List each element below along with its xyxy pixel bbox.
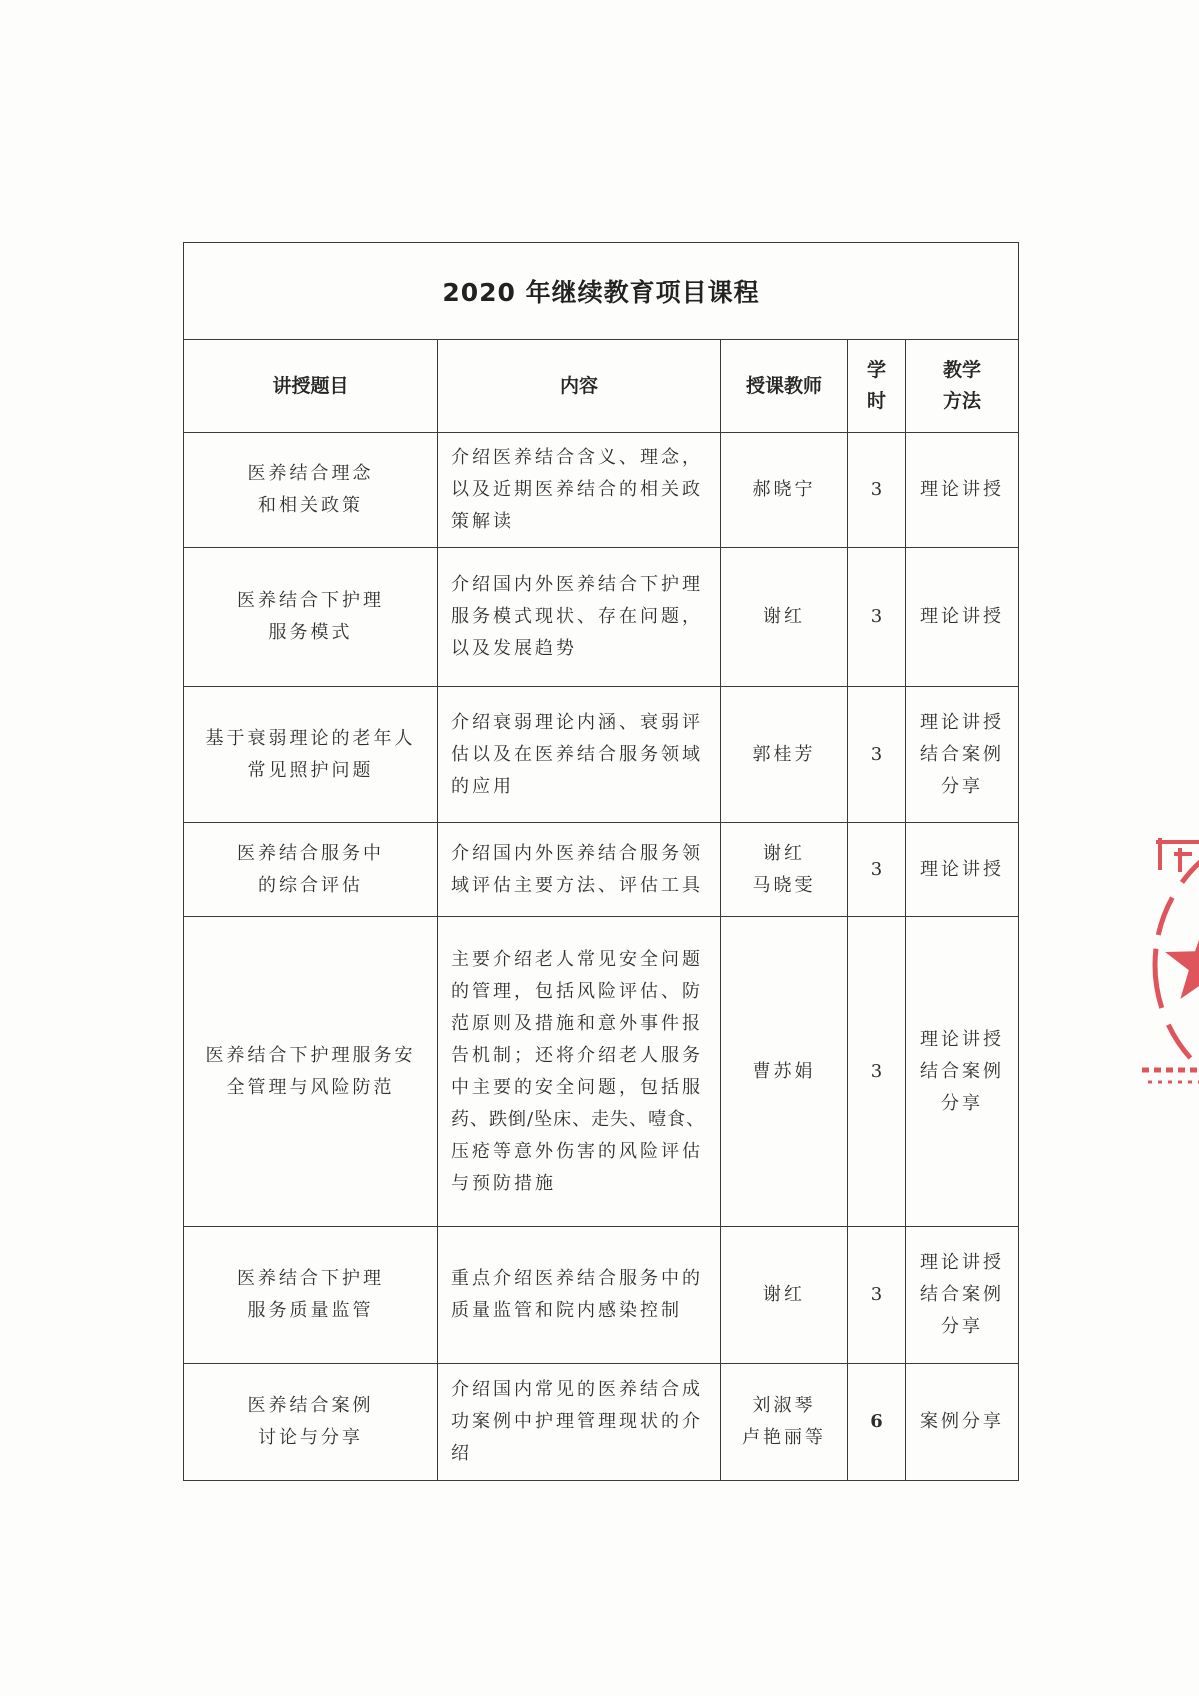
content-line: 介绍衰弱理论内涵、衰弱评 <box>451 711 703 733</box>
hours-line: 3 <box>870 1060 883 1082</box>
content-line: 以及近期医养结合的相关政 <box>451 479 703 500</box>
teacher-line: 郝晓宁 <box>752 479 816 500</box>
topic-line: 讨论与分享 <box>258 1427 363 1448</box>
method-cell <box>906 433 1019 548</box>
header-teacher-label: 授课教师 <box>745 374 822 397</box>
content-line: 与预防措施 <box>451 1172 556 1194</box>
method-line: 理论讲授 <box>920 711 1005 733</box>
teacher-line: 曹苏娟 <box>752 1060 816 1082</box>
method-cell <box>906 917 1019 1227</box>
method-line: 结合案例 <box>920 1284 1005 1305</box>
topic-line: 全管理与风险防范 <box>226 1076 395 1098</box>
teacher-cell <box>721 548 848 687</box>
header-method-line: 教学 <box>943 359 982 381</box>
topic-line: 服务质量监管 <box>247 1300 374 1321</box>
header-content <box>438 340 721 433</box>
teacher-line: 马晓雯 <box>752 874 816 896</box>
content-cell <box>438 433 721 548</box>
teacher-cell <box>721 1364 848 1481</box>
content-line: 服务模式现状、存在问题， <box>451 606 703 627</box>
header-hours-line: 学 <box>866 359 886 381</box>
course-row <box>184 917 1019 1227</box>
hours-cell <box>848 433 906 548</box>
hours-line: 3 <box>870 1284 883 1305</box>
header-topic <box>184 340 438 433</box>
teacher-line: 刘淑琴 <box>752 1395 816 1416</box>
method-line: 理论讲授 <box>920 1252 1005 1273</box>
hours-cell <box>848 1364 906 1481</box>
official-seal-stamp <box>1130 820 1199 1110</box>
header-hours-line: 时 <box>866 390 886 412</box>
topic-line: 医养结合下护理 <box>237 1268 384 1289</box>
content-line: 功案例中护理管理现状的介 <box>451 1411 703 1432</box>
content-line: 以及发展趋势 <box>451 638 577 659</box>
topic-line: 医养结合下护理服务安 <box>205 1044 416 1066</box>
header-content-label: 内容 <box>559 374 598 397</box>
teacher-line: 谢红 <box>763 842 805 864</box>
teacher-cell <box>721 433 848 548</box>
method-line: 结合案例 <box>920 743 1005 765</box>
hours-cell <box>848 548 906 687</box>
method-cell <box>906 1364 1019 1481</box>
topic-line: 基于衰弱理论的老年人 <box>205 727 416 749</box>
content-line: 介绍国内外医养结合下护理 <box>451 574 703 595</box>
table-title-row <box>184 243 1019 340</box>
content-line: 告机制；还将介绍老人服务 <box>451 1044 703 1066</box>
table-title: 2020 年继续教育项目课程 <box>184 243 1019 340</box>
teacher-line: 郭桂芳 <box>752 743 816 765</box>
method-cell <box>906 1227 1019 1364</box>
content-line: 域评估主要方法、评估工具 <box>451 874 703 896</box>
method-line: 结合案例 <box>920 1060 1005 1082</box>
content-line: 重点介绍医养结合服务中的 <box>451 1268 703 1289</box>
content-cell <box>438 548 721 687</box>
topic-cell <box>184 1227 438 1364</box>
content-line: 范原则及措施和意外事件报 <box>451 1012 703 1034</box>
content-line: 绍 <box>451 1443 472 1464</box>
content-line: 主要介绍老人常见安全问题 <box>451 948 703 970</box>
course-row <box>184 433 1019 548</box>
header-topic-label: 讲授题目 <box>272 374 349 397</box>
content-line: 介绍国内外医养结合服务领 <box>451 842 703 864</box>
method-line: 案例分享 <box>920 1411 1005 1432</box>
content-cell <box>438 687 721 823</box>
topic-line: 服务模式 <box>268 622 353 643</box>
method-line: 理论讲授 <box>920 1028 1005 1050</box>
topic-line: 医养结合下护理 <box>237 590 384 611</box>
method-cell <box>906 687 1019 823</box>
teacher-cell <box>721 917 848 1227</box>
topic-line: 医养结合服务中 <box>237 842 384 864</box>
method-line: 理论讲授 <box>920 858 1005 880</box>
method-line: 分享 <box>941 1316 984 1337</box>
topic-line: 的综合评估 <box>258 874 363 896</box>
seal-graphic <box>1142 825 1199 1105</box>
hours-cell <box>848 823 906 917</box>
method-line: 理论讲授 <box>920 479 1005 500</box>
content-line: 质量监管和院内感染控制 <box>451 1300 682 1321</box>
topic-cell <box>184 433 438 548</box>
content-line: 介绍医养结合含义、理念， <box>451 447 703 468</box>
content-cell <box>438 1364 721 1481</box>
teacher-cell <box>721 687 848 823</box>
hours-cell <box>848 917 906 1227</box>
header-method-line: 方法 <box>943 390 982 412</box>
content-line: 的应用 <box>451 775 514 797</box>
hours-cell <box>848 687 906 823</box>
content-line: 中主要的安全问题，包括服 <box>451 1076 703 1098</box>
content-line: 估以及在医养结合服务领域 <box>451 743 703 765</box>
topic-cell <box>184 1364 438 1481</box>
topic-line: 和相关政策 <box>258 495 363 516</box>
content-line: 药、跌倒/坠床、走失、噎食、 <box>451 1108 706 1130</box>
teacher-line: 谢红 <box>763 606 805 627</box>
content-cell <box>438 823 721 917</box>
method-cell <box>906 823 1019 917</box>
course-table-body <box>184 433 1019 1481</box>
course-row <box>184 1227 1019 1364</box>
topic-line: 常见照护问题 <box>247 759 374 781</box>
course-table <box>183 242 1019 1481</box>
content-cell <box>438 1227 721 1364</box>
hours-line: 3 <box>870 606 883 627</box>
content-line: 的管理，包括风险评估、防 <box>451 980 703 1002</box>
teacher-cell <box>721 1227 848 1364</box>
header-method <box>906 340 1019 433</box>
hours-line: 3 <box>870 479 883 500</box>
topic-cell <box>184 687 438 823</box>
topic-cell <box>184 823 438 917</box>
seal-star-icon <box>1165 923 1199 999</box>
content-line: 介绍国内常见的医养结合成 <box>451 1379 703 1400</box>
header-hours <box>848 340 906 433</box>
header-teacher <box>721 340 848 433</box>
course-row <box>184 548 1019 687</box>
topic-line: 医养结合理念 <box>247 463 374 484</box>
hours-cell <box>848 1227 906 1364</box>
hours-line: 3 <box>870 743 883 765</box>
method-line: 分享 <box>941 775 984 797</box>
course-row <box>184 687 1019 823</box>
course-row <box>184 823 1019 917</box>
content-cell <box>438 917 721 1227</box>
hours-line: 6 <box>870 1411 883 1432</box>
course-row <box>184 1364 1019 1481</box>
method-line: 理论讲授 <box>920 606 1005 627</box>
topic-cell <box>184 548 438 687</box>
method-cell <box>906 548 1019 687</box>
topic-cell <box>184 917 438 1227</box>
content-line: 压疮等意外伤害的风险评估 <box>451 1140 703 1162</box>
hours-line: 3 <box>870 858 883 880</box>
content-line: 策解读 <box>451 511 514 532</box>
topic-line: 医养结合案例 <box>247 1395 374 1416</box>
table-header-row <box>184 340 1019 433</box>
method-line: 分享 <box>941 1092 984 1114</box>
teacher-line: 谢红 <box>763 1284 805 1305</box>
teacher-cell <box>721 823 848 917</box>
teacher-line: 卢艳丽等 <box>742 1427 826 1448</box>
